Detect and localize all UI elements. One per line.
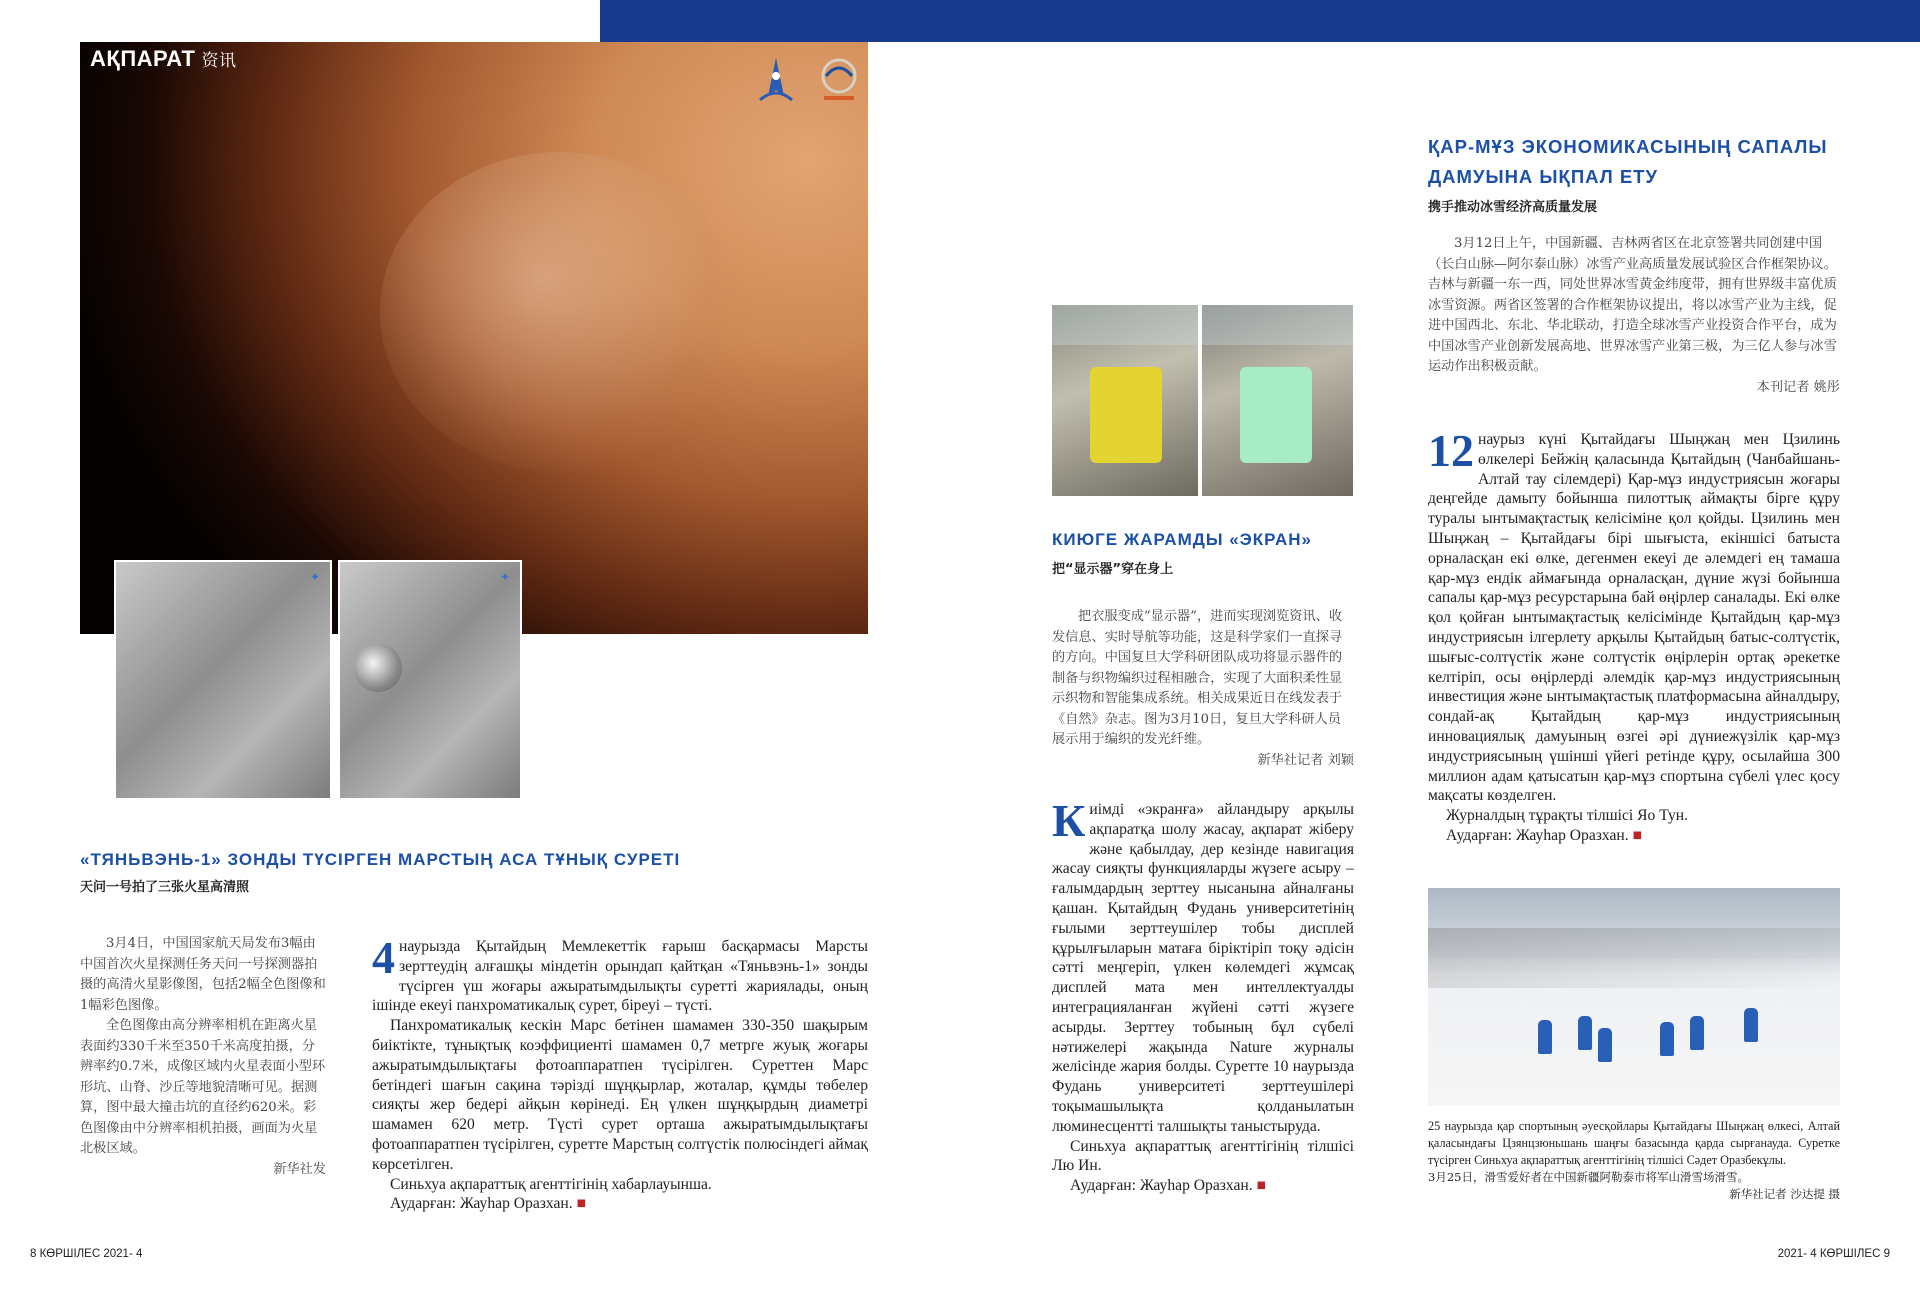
article3-cn-paragraph: 3月12日上午，中国新疆、吉林两省区在北京签署共同创建中国（长白山脉—阿尔泰山脉）冰雪产业高质量发展试验区合作框架协议。吉林与新疆一东一西，同处世界冰雪黄金纬度带，拥有世界级丰富优质冰雪资源。两省区签署的合作框架协议提出，将以冰雪产业为主线，促进中国西北、东北、华北联动，打造全球冰雪产业投资合作平台，成为中国冰雪产业创新发展高地、世界冰雪产业第三极，为三亿人参与冰雪运动作出积极贡献。 [1428,236,1837,374]
article1-cn-paragraph: 全色图像由高分辨率相机在距离火星表面约330千米至350千米高度拍摄，分辨率约0.7米，成像区域内火星表面小型环形坑、山脊、沙丘等地貌清晰可见。据测算，图中最大撞击坑的直径约620米。彩色图像由中分辨率相机拍摄，画面为火星北极区域。 [80,1018,326,1156]
mission-mark-icon: ✦ [309,570,320,584]
skier [1598,1028,1612,1062]
article2-kz-paragraph: иімді «экранға» айландыру арқылы ақпаратқа шолу жасау, ақпарат жіберу және қабылдау, дер кезінде навигация жасау сияқты функцияларды жүзеге асыру – ғалымдардың зерттеу нысанына айналғаны қашан. Қытайдың Фудань университетінің ғылыми зерттеушілер тобы дисплей құрылғыларын матаға біріктіріп тоқу әдісін сәтті меңгеріп, үлкен көлемдегі жұмсақ дисплей мата мен интеллектуалды интеграцияланған жүйені сәтті жүзеге асырды. Зерттеу тобының бұл сүбелі нәтижелері жақында Nature журналы желісінде жария болды. Суретте 10 наурызда Фудань университеті зерттеушілері тоқымашылықта қолданылатын люминесцентті талшықты таныстыруда. [1052,801,1354,1135]
caption-signature: 新华社记者 沙达提 摄 [1729,1187,1840,1201]
article3-kz-source: Журналдың тұрақты тілшісі Яо Тун. [1446,807,1689,825]
skier [1538,1020,1552,1054]
mars-panchromatic-image-2 [338,560,522,800]
article3-title-cn: 携手推动冰雪经济高质量发展 [1428,200,1598,215]
mars-hero-image [80,42,868,634]
ski-photo-caption [1428,1118,1840,1203]
header-band [600,0,1920,42]
article1-heading [80,850,880,895]
article1-kz-paragraph: наурызда Қытайдың Мемлекеттік ғарыш басқармасы Марсты зерттеудің алғашқы міндетін орындап қайтқан «Тяньвэнь-1» зонды түсірген үш жоғары ажыратымдылықты суретті жариялады, оның ішінде екеуі панхроматикалық сурет, біреуі – түсті. [372,938,868,1015]
article3-heading [1428,132,1858,215]
ski-resort-photo [1428,888,1840,1106]
article1-kz-body [372,932,868,1214]
article2-heading [1052,530,1362,577]
end-mark: ■ [1632,826,1642,844]
article1-cn-paragraph: 3月4日，中国国家航天局发布3幅由中国首次火星探测任务天问一号探测器拍摄的高清火星影像图，包括2幅全色图像和1幅彩色图像。 [80,936,326,1013]
luminous-fiber-photo-yellow [1052,305,1198,496]
section-label-kz: АҚПАРАТ [90,46,196,71]
article1-dropcap: 4 [372,932,395,983]
article3-title-kz-line1: ҚАР-МҰЗ ЭКОНОМИКАСЫНЫҢ САПАЛЫ [1428,136,1828,157]
article3-kz-body [1428,425,1840,846]
mars-north-pole-region [380,152,740,472]
article2-translator: Аударған: Жауһар Оразхан. [1070,1177,1253,1195]
article2-title-kz: КИЮГЕ ЖАРАМДЫ «ЭКРАН» [1052,530,1313,549]
article3-translator: Аударған: Жауһар Оразхан. [1446,826,1629,844]
skier [1660,1022,1674,1056]
article1-title-kz: «ТЯНЬВЭНЬ-1» ЗОНДЫ ТҮСІРГЕН МАРСТЫҢ АСА ТҰНЫҚ СУРЕТІ [80,850,681,869]
article3-cn-body [1428,234,1840,398]
article2-kz-body [1052,795,1354,1196]
article2-dropcap: К [1052,795,1086,846]
article2-cn-signature: 新华社记者 刘颖 [1257,752,1354,768]
yellow-fiber-spool [1090,367,1162,463]
skier [1744,1008,1758,1042]
end-mark: ■ [1256,1177,1266,1195]
page-footer-left: 8 КӨРШІЛЕС 2021- 4 [30,1248,143,1260]
article1-kz-paragraph: Панхроматикалық кескін Марс бетінен шамамен 330-350 шақырым биіктікте, тұнықтық коэффициенті шамамен 0,7 метрге жуық жоғары ажыратымдылықтағы фотоаппаратпен түсірілген. Суреттен Марс бетіндегі шағын сақина тәрізді шұңқырлар, жоталар, құмды төбелер сияқты жер бедері айқын көрінеді. Ең үлкен шұңқырдың диаметрі шамамен 620 метр. Түсті сурет орташа ажыратымдылықтағы фотоаппаратпен түсірілген, суретте Марстың солтүстік полюсіндегі аймақ көрсетілген. [372,1017,868,1173]
article3-kz-paragraph: наурыз күні Қытайдағы Шыңжаң мен Цзилинь өлкелері Бейжің қаласында Қытайдың (Чанбайшань-Алтай тау сілемдері) Қар-мұз индустриясын жоғары деңгейде дамыту бойынша пилоттық аймақты бірге құру туралы ынтымақтастық келісіміне қол қойды. Цзилинь мен Шыңжаң – Қытайдағы бірі шығыста, екіншісі батыста орналасқан екі өлке, дегенмен екеуі де әлемдегі ең тамаша қар-мұз ендік аймағында орналасқан, дүние жүзі бойынша сапалы қар-мұз ресурстарына бай өңірлер саналады. Екі өлке қол қойған ынтымақтастық келісімінде Қытайдың қар-мұз индустриясын ілгерлету арқылы Қытайдың батыс-солтүстік, шығыс-солтүстік және солтүстік өңірлерін ортақ әрекетке келтіріп, осы өңірлерді әлемдік қар-мұз индустриясының инвестиция және ынтымақтастық платформасына айналдыру, сондай-ақ Қытайдың қар-мұз индустриясының инновациялық дамуының өзгеі әрі дүниежүзілік қар-мұз индустриясының үшінші үйегі ретінде құру, осылайша 300 миллион адам қатысатын қар-мұз спортына сүбелі үлес қосу мақсаты көзделген. [1428,431,1840,805]
article3-title-kz [1428,132,1858,192]
space-agency-logo-icon [754,56,798,106]
article1-cn-signature: 新华社发 [273,1161,326,1177]
article2-kz-source: Синьхуа ақпараттық агенттігінің тілшісі Лю Ин. [1052,1137,1354,1175]
skier [1578,1016,1592,1050]
luminous-fiber-photo-green [1202,305,1353,496]
caption-cn: 3月25日，滑雪爱好者在中国新疆阿勒泰市将军山滑雪场滑雪。 [1428,1170,1749,1184]
section-label-cn: 资讯 [201,51,237,70]
article3-cn-signature: 本刊记者 姚彤 [1756,379,1840,395]
green-fiber-spool [1240,367,1312,463]
end-mark: ■ [576,1195,586,1213]
mars-mission-logo-icon [816,54,862,106]
article3-dropcap: 12 [1428,425,1474,476]
article2-cn-body [1052,607,1354,771]
article1-title-cn: 天问一号拍了三张火星高清照 [80,880,250,895]
article2-title-cn: 把“显示器”穿在身上 [1052,562,1174,577]
article1-translator: Аударған: Жауһар Оразхан. [390,1195,573,1213]
article3-title-kz-line2: ДАМУЫНА ЫҚПАЛ ЕТУ [1428,166,1658,187]
caption-kz: 25 наурызда қар спортының әуесқойлары Қытайдағы Шыңжаң өлкесі, Алтай қаласындағы Цзянцзюньшань шаңғы базасында қарда сырғанауда. Суретке түсірген Синьхуа ақпараттық агенттігінің тілшісі Сәдет Оразбекұлы. [1428,1119,1840,1167]
skier [1690,1016,1704,1050]
article2-cn-paragraph: 把衣服变成“显示器”，进而实现浏览资讯、收发信息、实时导航等功能，这是科学家们一直探寻的方向。中国复旦大学科研团队成功将显示器件的制备与织物编织过程相融合，实现了大面积柔性显示织物和智能集成系统。相关成果近日在线发表于《自然》杂志。图为3月10日，复旦大学科研人员展示用于编织的发光纤维。 [1052,609,1343,747]
mission-mark-icon: ✦ [499,570,510,584]
article1-kz-source: Синьхуа ақпараттық агенттігінің хабарлауынша. [390,1175,712,1193]
section-label [90,46,237,72]
article1-cn-body [80,934,326,1180]
mars-panchromatic-image-1 [114,560,332,800]
impact-crater [354,644,402,692]
page-footer-right: 2021- 4 КӨРШІЛЕС 9 [1777,1248,1890,1260]
